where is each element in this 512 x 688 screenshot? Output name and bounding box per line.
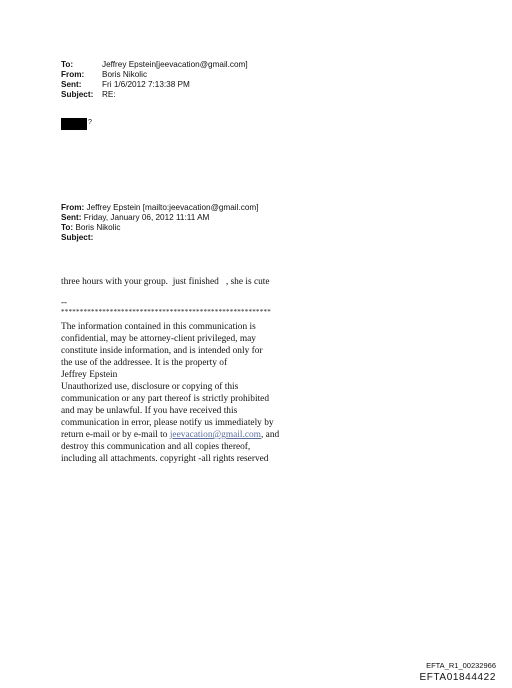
fwd-from-value: Jeffrey Epstein [mailto:jeevacation@gmail.com]: [84, 203, 259, 212]
sent-label: Sent:: [61, 80, 82, 89]
document-id-large: EFTA01844422: [419, 672, 496, 683]
notice-line: constitute inside information, and is intended only for: [61, 346, 263, 356]
sent-row: [61, 80, 248, 90]
fwd-subject-row: [61, 233, 258, 243]
fwd-subject-label: Subject:: [61, 233, 94, 242]
from-row: [61, 70, 248, 80]
notice-line: Unauthorized use, disclosure or copying of this: [61, 382, 239, 392]
fwd-sent-value: Friday, January 06, 2012 11:11 AM: [81, 213, 210, 222]
to-label: To:: [61, 60, 74, 69]
signature-stars: ********************************************************: [61, 308, 271, 316]
notice-line: The information contained in this communication is: [61, 322, 256, 332]
notice-line-with-link: [61, 429, 361, 441]
message-body: three hours with your group. just finished , she is cute: [61, 277, 270, 287]
notice-line: the use of the addressee. It is the property of: [61, 358, 228, 368]
subject-label: Subject:: [61, 90, 94, 99]
notice-line: communication or any part thereof is strictly prohibited: [61, 394, 270, 404]
to-value: Jeffrey Epstein[jeevacation@gmail.com]: [102, 60, 248, 69]
notice-line: including all attachments. copyright -all rights reserved: [61, 454, 269, 464]
notice-line: and may be unlawful. If you have received this: [61, 406, 238, 416]
fwd-to-label: To:: [61, 223, 74, 232]
subject-row: [61, 90, 248, 100]
redaction-box: [61, 118, 87, 130]
signature-dashes: --: [61, 297, 67, 307]
notice-line: communication in error, please notify us immediately by: [61, 418, 274, 428]
fwd-sent-row: [61, 213, 258, 223]
fwd-to-value: Boris Nikolic: [73, 223, 121, 232]
sent-value: Fri 1/6/2012 7:13:38 PM: [102, 80, 190, 89]
reply-text: ?: [88, 119, 92, 126]
notice-line: destroy this communication and all copies thereof,: [61, 442, 251, 452]
fwd-sent-label: Sent:: [61, 213, 82, 222]
notice-text: return e-mail or by e-mail to: [61, 430, 170, 440]
to-row: [61, 60, 248, 70]
notice-line: Jeffrey Epstein: [61, 370, 118, 380]
fwd-from-row: [61, 203, 258, 213]
fwd-to-row: [61, 223, 258, 233]
document-id-small: EFTA_R1_00232966: [426, 661, 496, 670]
email-header: [61, 60, 248, 100]
email-link[interactable]: jeevacation@gmail.com: [169, 430, 261, 440]
forwarded-header: [61, 203, 258, 243]
fwd-from-label: From:: [61, 203, 85, 212]
notice-text: , and: [260, 430, 280, 440]
subject-value: RE:: [102, 90, 116, 99]
from-label: From:: [61, 70, 85, 79]
notice-line: confidential, may be attorney-client privileged, may: [61, 334, 256, 344]
confidentiality-notice: [61, 321, 361, 465]
from-value: Boris Nikolic: [102, 70, 148, 79]
